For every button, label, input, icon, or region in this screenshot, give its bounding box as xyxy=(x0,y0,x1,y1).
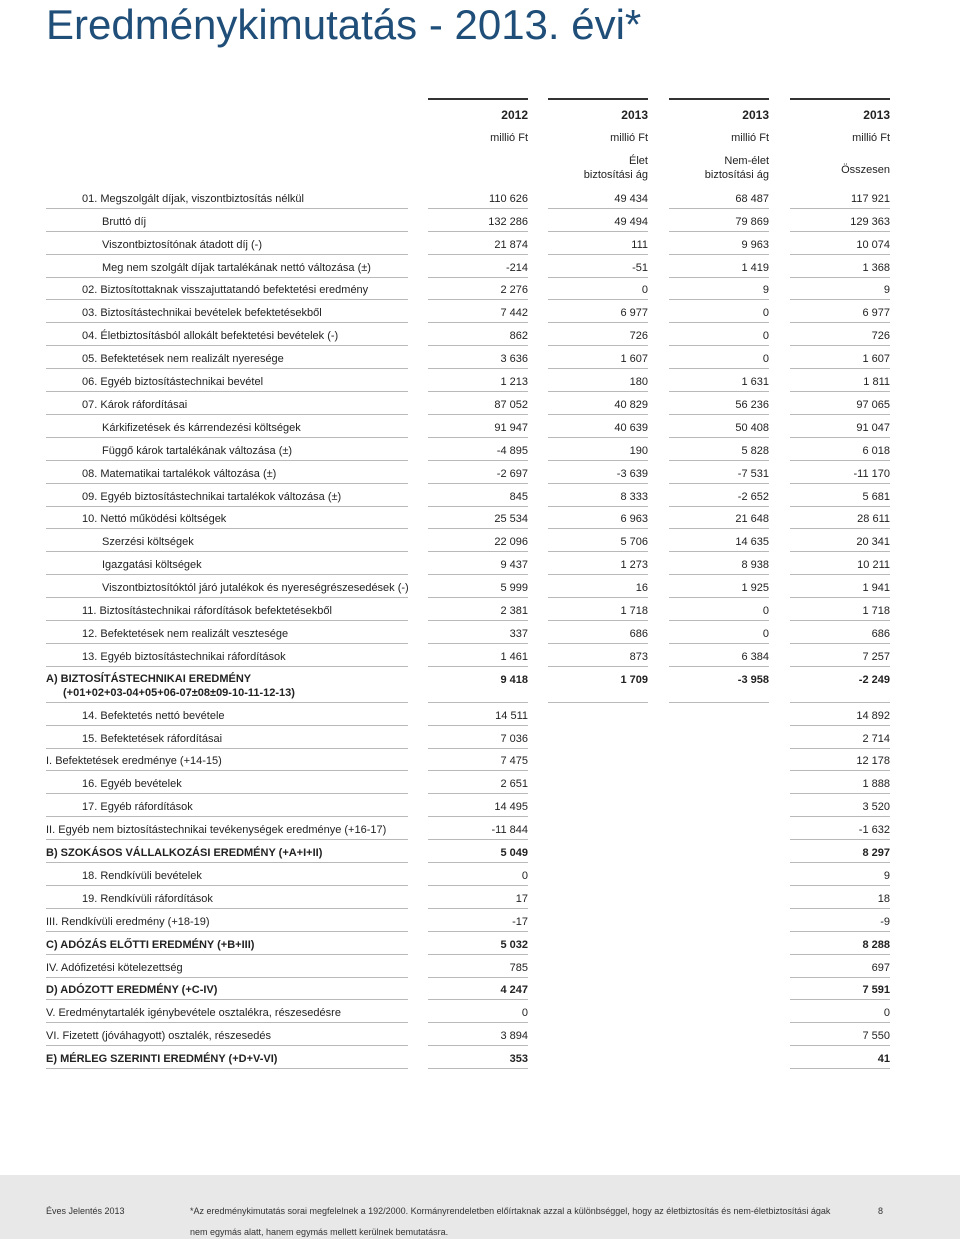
table-row xyxy=(0,552,960,575)
value-cell: 1 811 xyxy=(863,376,890,389)
table-row xyxy=(0,817,960,840)
column-year: 2013 xyxy=(621,108,648,122)
column-desc: Összesen xyxy=(841,164,890,176)
row-text: Befektetés nettó bevétele xyxy=(100,709,225,722)
value-cell: 0 xyxy=(762,353,769,366)
row-number: V. xyxy=(46,1007,56,1020)
value-cell: 7 591 xyxy=(862,984,890,997)
row-text: Biztosítástechnikai bevételek befektetésekből xyxy=(100,307,322,320)
header-rule xyxy=(790,98,890,100)
table-row xyxy=(0,369,960,392)
row-number: III. xyxy=(46,915,59,928)
row-label xyxy=(82,604,382,618)
row-number: I. xyxy=(46,755,53,768)
row-label xyxy=(102,558,402,572)
value-cell: 49 494 xyxy=(614,215,648,228)
value-cell: 1 419 xyxy=(741,261,769,274)
row-label xyxy=(46,938,346,952)
row-number: 03. xyxy=(82,307,98,320)
row-number: C) xyxy=(46,938,58,951)
table-row xyxy=(0,186,960,209)
value-cell: 21 648 xyxy=(735,513,769,526)
row-label xyxy=(46,672,346,700)
row-label xyxy=(82,627,382,641)
page-title: Eredménykimutatás - 2013. évi* xyxy=(46,1,642,48)
row-label xyxy=(46,754,346,768)
value-cell: 337 xyxy=(509,627,528,640)
table-row xyxy=(0,209,960,232)
value-cell: 7 257 xyxy=(862,650,890,663)
row-number: 04. xyxy=(82,330,98,343)
row-text: Rendkívüli bevételek xyxy=(100,869,202,882)
value-cell: 190 xyxy=(629,444,648,457)
row-label xyxy=(82,650,382,664)
column-year: 2013 xyxy=(863,108,890,122)
table-row xyxy=(0,346,960,369)
report-name: Éves Jelentés 2013 xyxy=(46,1206,125,1216)
table-row xyxy=(0,392,960,415)
table-row xyxy=(0,886,960,909)
row-label xyxy=(102,238,402,252)
table-row xyxy=(0,461,960,484)
value-cell: 111 xyxy=(631,238,648,251)
value-cell: 91 947 xyxy=(494,421,528,434)
table-row xyxy=(0,932,960,955)
value-cell: 10 074 xyxy=(856,238,890,251)
row-label xyxy=(82,192,382,206)
value-cell: 0 xyxy=(883,1007,890,1020)
table-row xyxy=(0,278,960,301)
row-number: 14. xyxy=(82,709,98,722)
row-label xyxy=(82,467,382,481)
row-number: 05. xyxy=(82,353,98,366)
value-cell: 68 487 xyxy=(735,192,769,205)
value-cell: 1 941 xyxy=(862,582,890,595)
row-label xyxy=(102,215,402,229)
value-cell: 132 286 xyxy=(488,215,528,228)
row-label xyxy=(82,398,382,412)
row-text: Igazgatási költségek xyxy=(102,559,202,572)
value-cell: -4 895 xyxy=(496,444,528,457)
value-cell: 6 977 xyxy=(862,307,890,320)
value-cell: 117 921 xyxy=(851,192,890,205)
value-cell: 5 681 xyxy=(862,490,890,503)
value-cell: -51 xyxy=(632,261,648,274)
value-cell: 0 xyxy=(521,869,528,882)
row-number: 02. xyxy=(82,284,98,297)
row-number: 17. xyxy=(82,801,98,814)
row-text: Viszontbiztosítóktól járó jutalékok és nyereségrészesedések (-) xyxy=(102,582,409,595)
value-cell: 28 611 xyxy=(857,513,890,526)
table-row xyxy=(0,840,960,863)
row-label xyxy=(46,915,346,929)
page-footer xyxy=(0,1175,960,1239)
row-label xyxy=(82,512,382,526)
value-cell: 4 247 xyxy=(500,984,528,997)
value-cell: 873 xyxy=(629,650,648,663)
value-cell: 0 xyxy=(762,307,769,320)
value-cell: 1 718 xyxy=(862,605,890,618)
row-label xyxy=(46,846,346,860)
value-cell: 1 631 xyxy=(741,376,769,389)
table-row xyxy=(0,598,960,621)
income-statement-table xyxy=(0,98,960,1078)
column-year: 2012 xyxy=(501,108,528,122)
value-cell: 14 892 xyxy=(856,709,890,722)
row-number: 10. xyxy=(82,513,98,526)
value-cell: 91 047 xyxy=(856,421,890,434)
footnote-line2: nem egymás alatt, hanem egymás mellett kerülnek bemutatásra. xyxy=(190,1227,449,1237)
row-text: Egyéb ráfordítások xyxy=(100,801,193,814)
row-label xyxy=(82,375,382,389)
table-row xyxy=(0,644,960,667)
row-label xyxy=(46,1029,346,1043)
value-cell: 49 434 xyxy=(614,192,648,205)
value-cell: 56 236 xyxy=(735,398,769,411)
row-number: IV. xyxy=(46,961,59,974)
value-cell: 3 636 xyxy=(500,353,528,366)
table-row xyxy=(0,703,960,726)
value-cell: 785 xyxy=(509,961,528,974)
value-cell: -17 xyxy=(512,915,528,928)
value-cell: 40 829 xyxy=(614,398,648,411)
value-cell: 21 874 xyxy=(494,238,528,251)
row-number: 07. xyxy=(82,398,98,411)
row-number: II. xyxy=(46,824,56,837)
row-text: Befektetések ráfordításai xyxy=(100,732,223,745)
row-number: B) xyxy=(46,847,58,860)
value-cell: 0 xyxy=(641,284,648,297)
row-label xyxy=(46,961,346,975)
value-cell: 6 977 xyxy=(620,307,648,320)
row-text: Eredménytartalék igénybevétele osztalékra, részesedésre xyxy=(58,1007,341,1020)
table-row xyxy=(0,772,960,795)
row-text: Egyéb biztosítástechnikai tartalékok változása (±) xyxy=(100,490,342,503)
row-text: Egyéb nem biztosítástechnikai tevékenységek eredménye (+16-17) xyxy=(58,824,387,837)
column-desc: biztosítási ág xyxy=(704,169,769,181)
value-cell: 2 714 xyxy=(862,732,890,745)
value-cell: 726 xyxy=(629,330,648,343)
header-rule xyxy=(428,98,528,100)
value-cell: 14 511 xyxy=(495,709,528,722)
row-label xyxy=(82,283,382,297)
value-cell: 18 xyxy=(877,892,890,905)
row-number: 16. xyxy=(82,778,98,791)
row-label xyxy=(82,777,382,791)
value-cell: 1 273 xyxy=(620,559,648,572)
table-row xyxy=(0,1046,960,1069)
table-row xyxy=(0,575,960,598)
value-cell: 726 xyxy=(871,330,890,343)
value-cell: 1 925 xyxy=(741,582,769,595)
value-cell: 8 297 xyxy=(862,847,890,860)
value-cell: 9 xyxy=(883,284,890,297)
row-label xyxy=(46,1052,346,1066)
table-row xyxy=(0,1023,960,1046)
value-cell: 7 442 xyxy=(500,307,528,320)
row-label xyxy=(46,983,346,997)
row-text: Szerzési költségek xyxy=(102,536,194,549)
row-label xyxy=(82,800,382,814)
value-cell: 12 178 xyxy=(856,755,890,768)
value-cell: 862 xyxy=(509,330,528,343)
row-label xyxy=(82,869,382,883)
value-cell: 1 888 xyxy=(862,778,890,791)
value-cell: 129 363 xyxy=(850,215,890,228)
row-number: 08. xyxy=(82,467,98,480)
value-cell: 0 xyxy=(521,1007,528,1020)
row-text: Egyéb biztosítástechnikai bevétel xyxy=(100,376,264,389)
value-cell: -11 844 xyxy=(491,824,528,837)
column-unit: millió Ft xyxy=(490,132,528,144)
row-text: Függő károk tartalékának változása (±) xyxy=(102,444,293,457)
row-text-formula: (+01+02+03-04+05+06-07±08±09-10-11-12-13) xyxy=(63,686,295,699)
value-cell: 40 639 xyxy=(614,421,648,434)
table-row xyxy=(0,484,960,507)
row-number: 01. xyxy=(82,192,98,205)
table-row xyxy=(0,749,960,772)
row-text: Nettó működési költségek xyxy=(100,513,227,526)
value-cell: 1 461 xyxy=(500,650,528,663)
value-cell: 41 xyxy=(877,1053,890,1066)
value-cell: 0 xyxy=(762,605,769,618)
value-cell: 353 xyxy=(509,1053,528,1066)
value-cell: 0 xyxy=(762,330,769,343)
row-text: Viszontbiztosítónak átadott díj (-) xyxy=(102,238,262,251)
value-cell: 9 437 xyxy=(500,559,528,572)
table-row xyxy=(0,255,960,278)
value-cell: 1 718 xyxy=(620,605,648,618)
row-text: ADÓZOTT EREDMÉNY (+C-IV) xyxy=(60,984,218,997)
value-cell: 697 xyxy=(871,961,890,974)
row-label xyxy=(46,823,387,837)
column-unit: millió Ft xyxy=(731,132,769,144)
value-cell: 16 xyxy=(635,582,648,595)
row-number: 15. xyxy=(82,732,98,745)
value-cell: 686 xyxy=(629,627,648,640)
value-cell: 5 828 xyxy=(741,444,769,457)
value-cell: 5 706 xyxy=(620,536,648,549)
value-cell: 25 534 xyxy=(494,513,528,526)
value-cell: 0 xyxy=(762,627,769,640)
value-cell: 180 xyxy=(629,376,648,389)
value-cell: 9 xyxy=(883,869,890,882)
row-text: Meg nem szolgált díjak tartalékának nettó változása (±) xyxy=(102,261,371,274)
value-cell: 845 xyxy=(509,490,528,503)
value-cell: -9 xyxy=(880,915,890,928)
value-cell: 9 963 xyxy=(741,238,769,251)
row-number: E) xyxy=(46,1053,57,1066)
column-desc: biztosítási ág xyxy=(583,169,648,181)
column-year: 2013 xyxy=(742,108,769,122)
row-number: 12. xyxy=(82,627,98,640)
column-unit: millió Ft xyxy=(610,132,648,144)
header-rule xyxy=(669,98,769,100)
table-row xyxy=(0,621,960,644)
row-label xyxy=(82,329,382,343)
value-cell: 6 963 xyxy=(620,513,648,526)
row-text: Egyéb biztosítástechnikai ráfordítások xyxy=(100,650,286,663)
row-text: Matematikai tartalékok változása (±) xyxy=(100,467,277,480)
value-cell: 6 018 xyxy=(862,444,890,457)
row-text: Bruttó díj xyxy=(102,215,147,228)
value-cell: -2 249 xyxy=(858,673,890,686)
value-cell: 8 288 xyxy=(862,938,890,951)
table-row xyxy=(0,909,960,932)
row-text: Rendkívüli ráfordítások xyxy=(100,892,213,905)
row-label xyxy=(82,709,382,723)
value-cell: 5 032 xyxy=(500,938,528,951)
row-label xyxy=(82,732,382,746)
row-divider xyxy=(46,1068,408,1069)
value-cell: 2 381 xyxy=(500,605,528,618)
row-number: VI. xyxy=(46,1030,60,1043)
value-cell: 6 384 xyxy=(741,650,769,663)
row-number: A) xyxy=(46,672,58,685)
row-text: MÉRLEG SZERINTI EREDMÉNY (+D+V-VI) xyxy=(60,1053,278,1066)
row-label xyxy=(46,1006,346,1020)
table-row xyxy=(0,507,960,530)
row-label xyxy=(102,535,402,549)
table-row xyxy=(0,438,960,461)
value-cell: 14 495 xyxy=(494,801,528,814)
row-label xyxy=(82,352,382,366)
row-text: Megszolgált díjak, viszontbiztosítás nélkül xyxy=(100,192,304,205)
row-label xyxy=(102,581,409,595)
value-cell: 3 894 xyxy=(500,1030,528,1043)
value-cell: -2 652 xyxy=(737,490,769,503)
row-text: Befektetések nem realizált nyeresége xyxy=(100,353,284,366)
value-cell: 7 036 xyxy=(500,732,528,745)
value-cell: 8 938 xyxy=(741,559,769,572)
value-cell: -11 170 xyxy=(853,467,890,480)
value-cell: 79 869 xyxy=(735,215,769,228)
row-number: 18. xyxy=(82,869,98,882)
value-cell: 2 651 xyxy=(500,778,528,791)
value-cell: 17 xyxy=(515,892,528,905)
value-cell: -3 958 xyxy=(737,673,769,686)
row-number: 11. xyxy=(82,605,97,618)
row-text: Fizetett (jóváhagyott) osztalék, részesedés xyxy=(62,1030,271,1043)
table-row xyxy=(0,667,960,703)
value-cell: 1 368 xyxy=(862,261,890,274)
row-text: BIZTOSÍTÁSTECHNIKAI EREDMÉNY xyxy=(60,672,252,685)
value-cell: 2 276 xyxy=(500,284,528,297)
row-text: Adófizetési kötelezettség xyxy=(60,961,183,974)
row-number: 09. xyxy=(82,490,98,503)
row-text: Biztosítottaknak visszajuttatandó befektetési eredmény xyxy=(100,284,369,297)
value-cell: 50 408 xyxy=(735,421,769,434)
value-cell: 20 341 xyxy=(856,536,890,549)
row-number: 19. xyxy=(82,892,98,905)
value-cell: 87 052 xyxy=(494,398,528,411)
row-label xyxy=(82,892,382,906)
value-cell: 22 096 xyxy=(494,536,528,549)
row-divider xyxy=(790,1068,890,1069)
row-label xyxy=(82,306,382,320)
value-cell: 10 211 xyxy=(857,559,890,572)
value-cell: -1 632 xyxy=(858,824,890,837)
value-cell: -7 531 xyxy=(737,467,769,480)
table-row xyxy=(0,978,960,1001)
row-text: SZOKÁSOS VÁLLALKOZÁSI EREDMÉNY (+A+I+II) xyxy=(60,847,323,860)
table-row xyxy=(0,726,960,749)
table-row xyxy=(0,415,960,438)
row-number: 13. xyxy=(82,650,98,663)
value-cell: 686 xyxy=(871,627,890,640)
value-cell: 110 626 xyxy=(489,192,528,205)
row-text: Kárkifizetések és kárrendezési költségek xyxy=(102,421,301,434)
table-row xyxy=(0,794,960,817)
table-row xyxy=(0,530,960,553)
row-number: 06. xyxy=(82,376,98,389)
value-cell: 1 607 xyxy=(862,353,890,366)
row-text: ADÓZÁS ELŐTTI EREDMÉNY (+B+III) xyxy=(60,938,255,951)
row-text: Egyéb bevételek xyxy=(100,778,182,791)
row-text: Életbiztosításból allokált befektetési bevételek (-) xyxy=(100,330,339,343)
row-text: Befektetések nem realizált vesztesége xyxy=(100,627,289,640)
row-label xyxy=(102,421,402,435)
column-unit: millió Ft xyxy=(852,132,890,144)
row-divider xyxy=(428,1068,528,1069)
value-cell: 1 607 xyxy=(620,353,648,366)
value-cell: 7 550 xyxy=(862,1030,890,1043)
value-cell: 14 635 xyxy=(735,536,769,549)
row-text: Befektetések eredménye (+14-15) xyxy=(55,755,222,768)
table-row xyxy=(0,323,960,346)
table-row xyxy=(0,1001,960,1024)
page-number: 8 xyxy=(878,1206,884,1216)
row-number: D) xyxy=(46,984,58,997)
row-label xyxy=(102,444,402,458)
value-cell: 8 333 xyxy=(620,490,648,503)
table-row xyxy=(0,863,960,886)
row-text: Károk ráfordításai xyxy=(100,398,188,411)
value-cell: 97 065 xyxy=(856,398,890,411)
row-text: Biztosítástechnikai ráfordítások befektetésekből xyxy=(99,605,332,618)
table-row xyxy=(0,955,960,978)
value-cell: 5 999 xyxy=(500,582,528,595)
value-cell: 1 709 xyxy=(620,673,648,686)
value-cell: 7 475 xyxy=(500,755,528,768)
value-cell: -2 697 xyxy=(496,467,528,480)
value-cell: 5 049 xyxy=(500,847,528,860)
column-desc: Nem-élet xyxy=(724,155,769,167)
row-label xyxy=(102,261,402,275)
row-label xyxy=(82,490,382,504)
value-cell: -3 639 xyxy=(616,467,648,480)
value-cell: -214 xyxy=(505,261,528,274)
value-cell: 1 213 xyxy=(500,376,528,389)
value-cell: 9 xyxy=(762,284,769,297)
table-row xyxy=(0,232,960,255)
footnote-line1: *Az eredménykimutatás sorai megfelelnek a 192/2000. Kormányrendeletben előírtaknak azzal a különbséggel, hogy az életbiztosítás és nem-életbiztosítási ágak xyxy=(190,1206,831,1216)
value-cell: 9 418 xyxy=(500,673,528,686)
column-desc: Élet xyxy=(629,155,648,167)
header-rule xyxy=(548,98,648,100)
table-row xyxy=(0,301,960,324)
value-cell: 3 520 xyxy=(862,801,890,814)
row-text: Rendkívüli eredmény (+18-19) xyxy=(61,915,210,928)
